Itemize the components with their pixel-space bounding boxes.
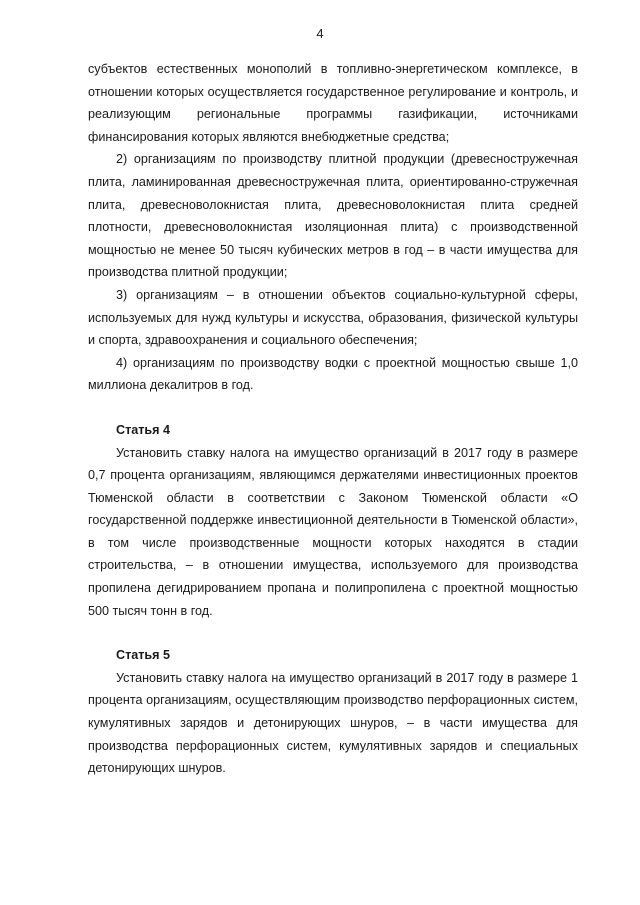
article-5-text: Установить ставку налога на имущество организаций в 2017 году в размере 1 процента организациям, осуществляющим производство перфорационных систем, кумулятивных зарядов и детонирующих шнуров, – в части имущества для производства перфорационных систем, кумулятивных зарядов и специальных детонирующих шнуров. xyxy=(88,670,578,776)
document-body xyxy=(88,58,578,780)
article-5-heading: Статья 5 xyxy=(116,648,171,663)
page-number: 4 xyxy=(316,26,324,41)
paragraph-item-2: 2) организациям по производству плитной продукции (древесностружечная плита, ламинированная древесностружечная плита, ориентированно-стружечная плита, древесноволокнистая плита, древесноволокнистая плита средней плотности, древесноволокнистая изоляционная плита) с производственной мощностью не менее 50 тысяч кубических метров в год – в части имущества для производства плитной продукции; xyxy=(88,152,578,280)
paragraph-item-4: 4) организациям по производству водки с проектной мощностью свыше 1,0 миллиона декалитров в год. xyxy=(88,355,578,393)
article-4-text: Установить ставку налога на имущество организаций в 2017 году в размере 0,7 процента организациям, являющимся держателями инвестиционных проектов Тюменской области в соответствии с Законом Тюменской области «О государственной поддержке инвестиционной деятельности в Тюменской области», в том числе производственные мощности которых находятся в стадии строительства, – в отношении имущества, используемого для производства пропилена дегидрированием пропана и полипропилена с проектной мощностью 500 тысяч тонн в год. xyxy=(88,445,578,618)
paragraph-item-3: 3) организациям – в отношении объектов социально-культурной сферы, используемых для нужд культуры и искусства, образования, физической культуры и спорта, здравоохранения и социального обеспечения; xyxy=(88,287,578,348)
paragraph-continuation: субъектов естественных монополий в топливно-энергетическом комплексе, в отношении которых осуществляется государственное регулирование и контроль, и реализующим региональные программы газификации, источниками финансирования которых являются внебюджетные средства; xyxy=(88,62,578,144)
article-4-heading: Статья 4 xyxy=(116,422,171,437)
